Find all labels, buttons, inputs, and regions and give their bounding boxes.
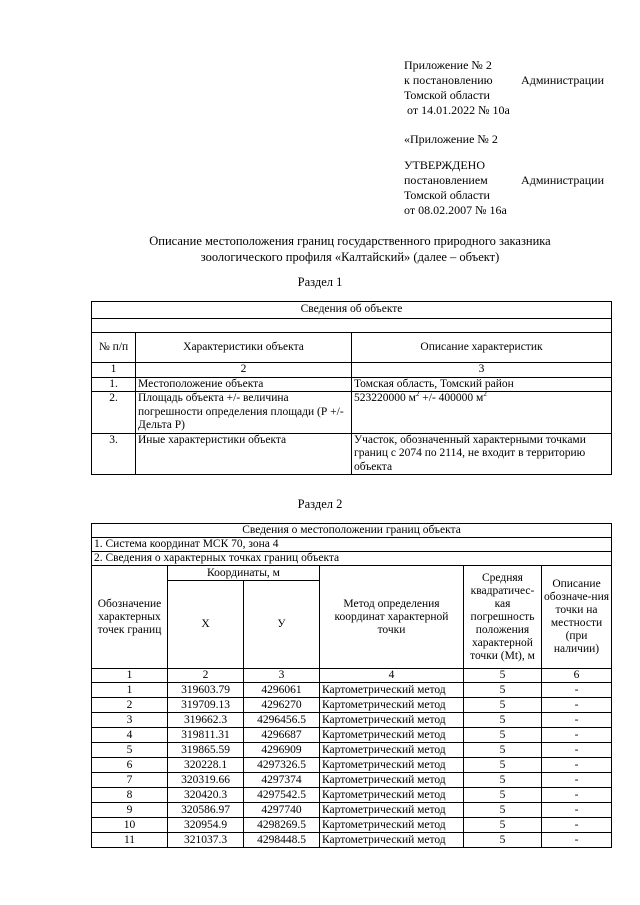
col-header-num: № п/п [92, 333, 136, 363]
col-index: 2 [136, 363, 352, 378]
cell-d: - [542, 758, 612, 773]
col-index: 1 [92, 669, 168, 683]
cell-e: 5 [464, 803, 542, 818]
annex-number: Приложение № 2 [404, 58, 492, 72]
col-header-char: Характеристики объекта [136, 333, 352, 363]
cell-x: 320228.1 [168, 758, 244, 773]
cell-y: 4297326.5 [244, 758, 320, 773]
cell-e: 5 [464, 788, 542, 803]
cell-m: Картометрический метод [320, 833, 464, 848]
cell-n: 6 [92, 758, 168, 773]
cell-y: 4296061 [244, 683, 320, 698]
cell-n: 1 [92, 683, 168, 698]
cell-x: 319662.3 [168, 713, 244, 728]
table-row [92, 818, 612, 833]
table-row [92, 698, 612, 713]
cell-m: Картометрический метод [320, 698, 464, 713]
cell-m: Картометрический метод [320, 713, 464, 728]
col-index: 5 [464, 669, 542, 683]
col-index: 4 [320, 669, 464, 683]
cell-x: 320319.66 [168, 773, 244, 788]
cell-e: 5 [464, 743, 542, 758]
cell-y: 4296456.5 [244, 713, 320, 728]
document-title: Описание местоположения границ государственного природного заказника зоологического профиля «Калтайский» (далее – объект) [149, 234, 551, 264]
cell-y: 4298269.5 [244, 818, 320, 833]
table-row: 3. Иные характеристики объекта Участок, обозначенный характерными точками границ с 2074 по 2114, не входит в территорию объекта [92, 433, 612, 475]
cell-x: 320586.97 [168, 803, 244, 818]
cell-x: 321037.3 [168, 833, 244, 848]
cell-y: 4296270 [244, 698, 320, 713]
section-1-heading: Раздел 1 [297, 275, 343, 289]
approved-stamp: УТВЕРЖДЕНО [404, 158, 486, 172]
cell-n: 5 [92, 743, 168, 758]
annex-header [404, 58, 604, 218]
annex-date: от 14.01.2022 № 10а [407, 103, 510, 117]
cell-d: - [542, 683, 612, 698]
cell-y: 4298448.5 [244, 833, 320, 848]
cell-x: 319811.31 [168, 728, 244, 743]
annex-decree-line: к постановлению Администрации [404, 73, 604, 87]
boundary-points-table [91, 523, 612, 848]
cell-d: - [542, 833, 612, 848]
cell-d: - [542, 803, 612, 818]
cell-e: 5 [464, 713, 542, 728]
col-header-error: Средняя квадратичес-кая погрешность положения характерной точки (Mt), м [464, 566, 542, 669]
cell-n: 8 [92, 788, 168, 803]
col-index: 2 [168, 669, 244, 683]
table-row: 1. Местоположение объекта Томская область, Томский район [92, 377, 612, 392]
col-index: 3 [244, 669, 320, 683]
cell-e: 5 [464, 683, 542, 698]
cell-n: 10 [92, 818, 168, 833]
cell-e: 5 [464, 818, 542, 833]
cell-d: - [542, 728, 612, 743]
cell-e: 5 [464, 698, 542, 713]
object-info-table [91, 301, 612, 475]
col-header-coords: Координаты, м [168, 566, 320, 581]
col-header-method: Метод определения координат характерной точки [320, 566, 464, 669]
cell-x: 320954.9 [168, 818, 244, 833]
cell-d: - [542, 713, 612, 728]
cell-x: 319603.79 [168, 683, 244, 698]
cell-y: 4297740 [244, 803, 320, 818]
cell-e: 5 [464, 833, 542, 848]
cell-m: Картометрический метод [320, 743, 464, 758]
annex-region: Томской области [404, 88, 490, 102]
cell-m: Картометрический метод [320, 773, 464, 788]
table-row [92, 713, 612, 728]
col-header-desc: Описание обозначе-ния точки на местности (при наличии) [542, 566, 612, 669]
col-header-desc: Описание характеристик [352, 333, 612, 363]
table-row: 2. Площадь объекта +/- величина погрешности определения площади (Р +/- Дельта Р) 523220000 $м^2$ +/- 400000 $м^2$ [92, 392, 612, 434]
cell-d: - [542, 698, 612, 713]
cell-n: 4 [92, 728, 168, 743]
cell-x: 320420.3 [168, 788, 244, 803]
points-info: 2. Сведения о характерных точках границ объекта [92, 552, 612, 566]
cell-x: 319865.59 [168, 743, 244, 758]
cell-y: 4296909 [244, 743, 320, 758]
cell-e: 5 [464, 728, 542, 743]
cell-d: - [542, 743, 612, 758]
col-index: 6 [542, 669, 612, 683]
col-index: 3 [352, 363, 612, 378]
cell-m: Картометрический метод [320, 818, 464, 833]
cell-e: 5 [464, 758, 542, 773]
cell-m: Картометрический метод [320, 758, 464, 773]
cell-n: 3 [92, 713, 168, 728]
table-row [92, 803, 612, 818]
cell-n: 7 [92, 773, 168, 788]
approved-date: от 08.02.2007 № 16а [404, 203, 507, 217]
cell-d: - [542, 773, 612, 788]
table-row [92, 833, 612, 848]
cell-m: Картометрический метод [320, 728, 464, 743]
col-header-y: У [244, 581, 320, 669]
col-index: 1 [92, 363, 136, 378]
cell-x: 319709.13 [168, 698, 244, 713]
quoted-annex: «Приложение № 2 [404, 132, 498, 146]
cell-n: 9 [92, 803, 168, 818]
col-header-point: Обозначение характерных точек границ [92, 566, 168, 669]
coordinate-system: 1. Система координат МСК 70, зона 4 [92, 538, 612, 552]
cell-e: 5 [464, 773, 542, 788]
cell-n: 11 [92, 833, 168, 848]
approved-decree-line: постановлением Администрации [404, 173, 604, 187]
cell-m: Картометрический метод [320, 788, 464, 803]
cell-m: Картометрический метод [320, 803, 464, 818]
table-row [92, 743, 612, 758]
cell-y: 4296687 [244, 728, 320, 743]
approved-region: Томской области [404, 188, 490, 202]
cell-d: - [542, 818, 612, 833]
table-row [92, 788, 612, 803]
cell-n: 2 [92, 698, 168, 713]
cell-y: 4297542.5 [244, 788, 320, 803]
table-row [92, 728, 612, 743]
section-2-heading: Раздел 2 [297, 497, 343, 511]
table-row [92, 773, 612, 788]
table-row [92, 758, 612, 773]
col-header-x: Х [168, 581, 244, 669]
cell-y: 4297374 [244, 773, 320, 788]
cell-d: - [542, 788, 612, 803]
cell-m: Картометрический метод [320, 683, 464, 698]
table-row [92, 683, 612, 698]
table-title: Сведения о местоположении границ объекта [92, 524, 612, 538]
table-title: Сведения об объекте [92, 302, 612, 319]
